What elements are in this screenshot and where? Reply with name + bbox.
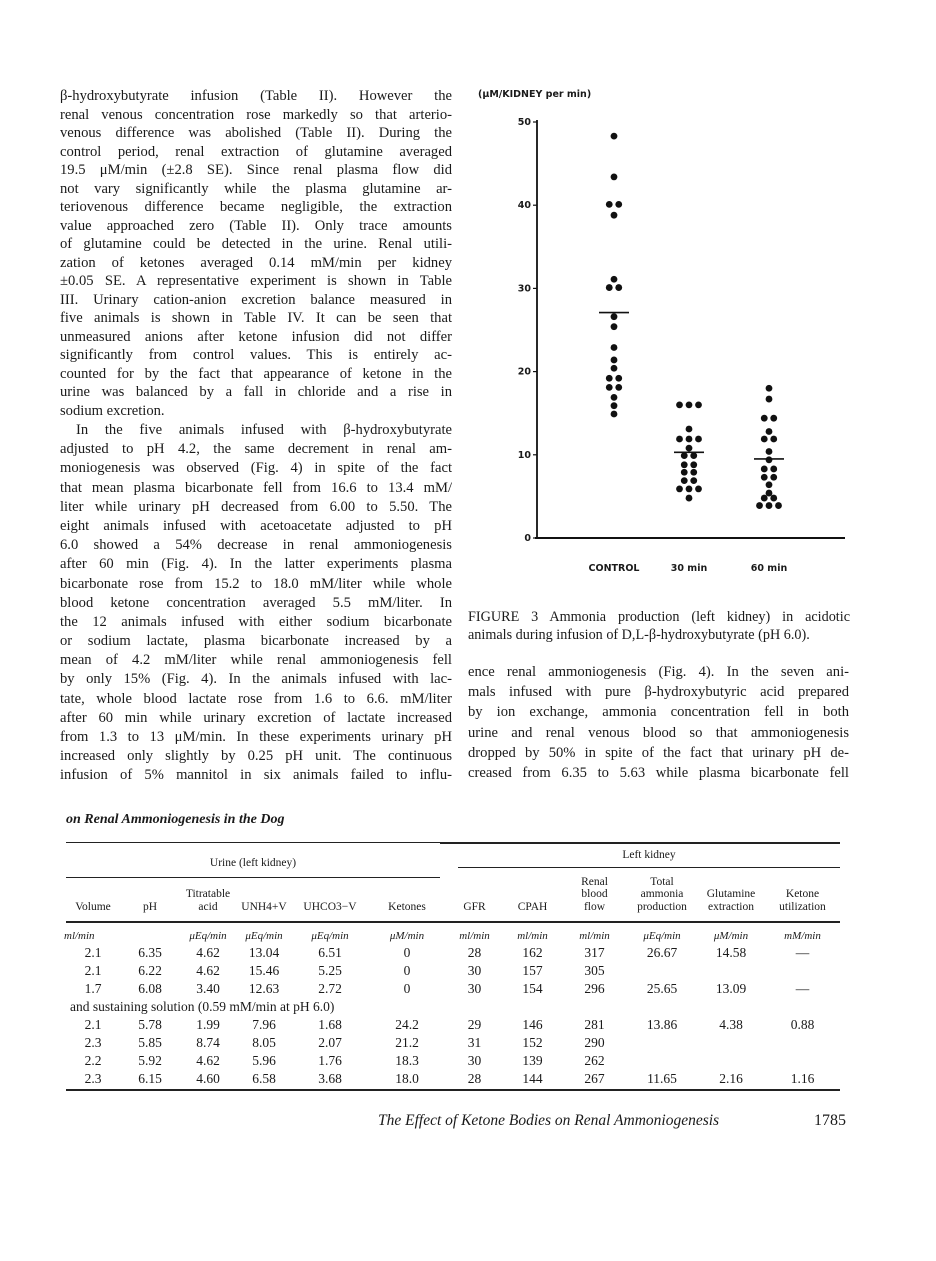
column-header: pH	[142, 900, 158, 913]
text-line: control period, renal extraction of glutamine averaged	[60, 143, 452, 160]
data-point	[766, 448, 773, 455]
data-point	[695, 486, 702, 493]
table-cell: 6.08	[138, 981, 162, 996]
data-point	[611, 212, 618, 219]
data-point	[770, 474, 777, 481]
data-point	[761, 436, 768, 443]
text-line: from 1.3 to 13 μM/min. In these experiments urinary pH	[60, 729, 452, 745]
text-line: value approached zero (Table II). Only trace amounts	[60, 217, 452, 234]
text-line: adjusted to pH 4.2, the same decrement in renal am-	[60, 441, 452, 458]
data-point	[690, 461, 697, 468]
column-unit: μEq/min	[245, 930, 283, 942]
table-cell: 1.16	[790, 1071, 815, 1086]
left-column-paragraph-1	[60, 87, 452, 420]
data-point	[756, 502, 763, 509]
x-category-label: CONTROL	[588, 563, 640, 574]
data-point	[676, 401, 683, 408]
data-point	[615, 375, 622, 382]
column-header: Volume	[75, 900, 111, 913]
table-cell: 144	[522, 1071, 543, 1086]
data-point	[686, 445, 693, 452]
column-unit: ml/min	[459, 930, 490, 942]
table-cell: —	[795, 981, 810, 996]
table-cell: 2.72	[318, 981, 342, 996]
data-point	[611, 365, 618, 372]
column-header: utilization	[779, 900, 826, 913]
table-cell: 6.15	[138, 1071, 162, 1086]
data-point	[611, 357, 618, 364]
data-point	[606, 201, 613, 208]
text-line: infusion of 5% mannitol in six animals failed to influ-	[60, 767, 452, 784]
data-point	[611, 276, 618, 283]
text-line: counted for by the fact that appearance of ketone in the	[60, 365, 452, 382]
text-line: venous difference was abolished (Table II). During the	[60, 125, 452, 141]
column-header: flow	[583, 900, 606, 913]
text-line: animals during infusion of D,L-β-hydroxybutyrate (pH 6.0).	[468, 626, 810, 643]
group-header-urine: Urine (left kidney)	[209, 857, 297, 869]
table-cell: 317	[584, 945, 605, 960]
data-point	[611, 402, 618, 409]
text-line: dropped by 50% in spite of the fact that urinary pH de-	[468, 744, 849, 761]
table-cell: 28	[467, 1071, 482, 1086]
x-category-label: 60 min	[750, 563, 788, 574]
table-cell: 4.62	[196, 963, 220, 978]
data-point	[695, 436, 702, 443]
table-cell: 6.51	[318, 945, 342, 960]
page-number: 1785	[814, 1112, 846, 1129]
column-header: Titratable	[185, 888, 231, 900]
table-cell: 18.0	[395, 1071, 419, 1086]
text-line: bicarbonate rose from 15.2 to 18.0 mM/liter while whole	[60, 575, 452, 592]
data-point	[611, 323, 618, 330]
column-header: ammonia	[640, 888, 684, 900]
table-top-rule-thick	[440, 842, 840, 844]
data-point	[690, 469, 697, 476]
column-header: Glutamine	[706, 888, 756, 900]
data-point	[766, 428, 773, 435]
table-cell: 0.88	[790, 1017, 815, 1032]
table-cell: 3.40	[196, 981, 220, 996]
data-point	[615, 201, 622, 208]
y-tick-label: 40	[517, 200, 531, 212]
table-cell: 0	[403, 963, 411, 978]
table-cell: 2.3	[84, 1035, 102, 1050]
data-point	[611, 411, 618, 418]
table-cell: 6.35	[138, 945, 162, 960]
column-unit: μM/min	[713, 930, 749, 942]
y-tick-label: 20	[517, 366, 531, 378]
table-cell: 14.58	[715, 945, 747, 960]
text-line: urine was balanced by a fall in chloride and a rise in	[60, 384, 452, 400]
data-point	[611, 133, 618, 140]
table-cell: 154	[522, 981, 543, 996]
text-line: ence renal ammoniogenesis (Fig. 4). In the seven ani-	[468, 664, 849, 680]
column-unit: μEq/min	[311, 930, 349, 942]
group-rule-urine	[66, 877, 440, 878]
column-header: CPAH	[517, 900, 548, 913]
table-cell: 2.3	[84, 1071, 102, 1086]
column-unit: mM/min	[784, 930, 821, 942]
table-cell: 24.2	[395, 1017, 419, 1032]
data-point	[766, 456, 773, 463]
text-line: β-hydroxybutyrate infusion (Table II). However the	[60, 88, 452, 104]
data-point	[770, 415, 777, 422]
data-point	[695, 401, 702, 408]
text-line: moniogenesis was observed (Fig. 4) in spite of the fact	[60, 460, 452, 477]
table-cell: 5.85	[138, 1035, 162, 1050]
column-header: extraction	[708, 900, 754, 913]
data-point	[761, 474, 768, 481]
data-point	[611, 313, 618, 320]
data-point	[690, 452, 697, 459]
table-cell: 2.1	[84, 945, 102, 960]
text-line: unmeasured anions after ketone infusion did not differ	[60, 328, 452, 345]
data-point	[761, 466, 768, 473]
table-cell: 152	[522, 1035, 543, 1050]
table-cell: 1.7	[84, 981, 102, 996]
column-header: production	[637, 900, 687, 913]
running-title: The Effect of Ketone Bodies on Renal Ammoniogenesis	[378, 1112, 720, 1129]
text-line: five animals is shown in Table IV. It can be seen that	[60, 310, 452, 326]
data-point	[775, 502, 782, 509]
table-cell: 2.07	[318, 1035, 342, 1050]
table-cell: 8.05	[252, 1035, 276, 1050]
header-rule	[66, 921, 840, 923]
table-cell: 2.1	[84, 1017, 102, 1032]
table-cell: 4.38	[719, 1017, 743, 1032]
table-cell: 6.58	[252, 1071, 276, 1086]
table-cell: 4.62	[196, 945, 220, 960]
table-cell: 2.16	[719, 1071, 743, 1086]
data-point	[681, 452, 688, 459]
table-cell: 4.62	[196, 1053, 220, 1068]
table-cell: 0	[403, 981, 411, 996]
table-cell: 1.76	[318, 1053, 342, 1068]
column-unit: μEq/min	[189, 930, 227, 942]
text-line: creased from 6.35 to 5.63 while plasma bicarbonate fell	[468, 764, 849, 781]
column-unit: ml/min	[64, 930, 95, 942]
text-line: significantly from control values. This is entirely ac-	[60, 347, 452, 363]
table-cell: 0	[403, 945, 411, 960]
column-unit: μEq/min	[643, 930, 681, 942]
data-point	[611, 344, 618, 351]
text-line: or sodium lactate, plasma bicarbonate increased by a	[60, 633, 452, 650]
table-cell: 296	[584, 981, 605, 996]
text-line: tate, whole blood lactate rose from 1.6 to 6.6. mM/liter	[60, 690, 452, 707]
column-header: Ketones	[388, 900, 426, 913]
data-point	[690, 477, 697, 484]
data-point	[686, 495, 693, 502]
column-unit: ml/min	[517, 930, 548, 942]
text-line: not vary significantly while the plasma glutamine ar-	[60, 180, 452, 197]
column-unit: ml/min	[579, 930, 610, 942]
data-point	[676, 436, 683, 443]
text-line: after 60 min while urinary excretion of lactate increased	[60, 709, 452, 726]
figure-3-scatter-chart	[470, 80, 855, 580]
column-header: blood	[581, 888, 608, 900]
table-bottom-rule	[66, 1089, 840, 1091]
column-unit: μM/min	[389, 930, 425, 942]
data-point	[770, 466, 777, 473]
text-line: sodium excretion.	[60, 402, 165, 419]
data-point	[676, 486, 683, 493]
data-point	[761, 495, 768, 502]
table-cell: 1.68	[318, 1017, 342, 1032]
data-point	[681, 477, 688, 484]
table-cell: 262	[584, 1053, 605, 1068]
text-line: mean of 4.2 mM/liter while renal ammoniogenesis fell	[60, 652, 452, 669]
data-point	[770, 495, 777, 502]
text-line: of glutamine could be detected in the urine. Renal utili-	[60, 236, 452, 252]
table-cell: 5.25	[318, 963, 342, 978]
data-point	[681, 469, 688, 476]
data-point	[686, 436, 693, 443]
table-cell: 21.2	[395, 1035, 419, 1050]
data-point	[606, 284, 613, 291]
table-cell: 6.22	[138, 963, 162, 978]
y-tick-label: 0	[524, 533, 531, 544]
table-cell: —	[795, 945, 810, 960]
data-point	[686, 426, 693, 433]
table-cell: 267	[584, 1071, 605, 1086]
table-title: on Renal Ammoniogenesis in the Dog	[66, 812, 285, 827]
text-line: urine and renal venous blood so that ammoniogenesis	[468, 724, 849, 741]
text-line: after 60 min (Fig. 4). In the latter experiments plasma	[60, 556, 452, 573]
figure-caption	[468, 609, 850, 644]
table-cell: 290	[584, 1035, 605, 1050]
table-cell: 2.2	[84, 1053, 102, 1068]
column-header: Renal	[581, 875, 608, 888]
table-cell: 8.74	[196, 1035, 220, 1050]
table-cell: 15.46	[248, 963, 280, 978]
data-point	[611, 394, 618, 401]
group-header-left-kidney: Left kidney	[622, 849, 676, 861]
data-point	[615, 384, 622, 391]
data-point	[766, 385, 773, 392]
table-cell: 29	[467, 1017, 482, 1032]
text-line: increased only slightly by 0.25 pH unit. The continuous	[60, 748, 452, 765]
table-cell: 25.65	[646, 981, 678, 996]
table-cell: 5.96	[252, 1053, 276, 1068]
y-tick-label: 10	[517, 449, 531, 461]
text-line: zation of ketones averaged 0.14 mM/min per kidney	[60, 254, 452, 271]
text-line: eight animals infused with acetoacetate adjusted to pH	[60, 517, 452, 534]
text-line: FIGURE 3 Ammonia production (left kidney) in acidotic	[468, 609, 850, 625]
text-line: In the five animals infused with β-hydroxybutyrate	[76, 422, 452, 438]
data-point	[761, 415, 768, 422]
table-cell: 13.86	[646, 1017, 678, 1032]
text-line: blood ketone concentration averaged 5.5 mM/liter. In	[60, 594, 452, 611]
table-cell: 2.1	[84, 963, 102, 978]
table-cell: 157	[522, 963, 543, 978]
right-column-paragraph	[468, 662, 849, 783]
table-cell: 30	[467, 963, 482, 978]
table-cell: 1.99	[196, 1017, 220, 1032]
data-point	[615, 284, 622, 291]
column-header: acid	[198, 900, 218, 913]
text-line: III. Urinary cation-anion excretion balance measured in	[60, 291, 452, 308]
table-cell: 13.04	[248, 945, 280, 960]
column-header: Ketone	[785, 888, 820, 900]
table-cell: 13.09	[715, 981, 747, 996]
table-cell: 3.68	[318, 1071, 342, 1086]
text-line: that mean plasma bicarbonate fell from 16.6 to 13.4 mM/	[60, 479, 452, 496]
data-point	[681, 461, 688, 468]
data-point	[770, 436, 777, 443]
x-category-label: 30 min	[670, 563, 708, 574]
table-cell: 305	[584, 963, 605, 978]
y-tick-label: 30	[517, 283, 531, 295]
column-header: UHCO3−V	[303, 900, 357, 913]
data-point	[766, 396, 773, 403]
text-line: by only 15% (Fig. 4). In the animals infused with lac-	[60, 671, 452, 688]
data-point	[766, 481, 773, 488]
table-cell: 28	[467, 945, 482, 960]
text-line: teriovenous difference became negligible, the extraction	[60, 199, 452, 215]
data-point	[686, 401, 693, 408]
table-cell: 11.65	[647, 1071, 677, 1086]
table-cell: 26.67	[646, 945, 678, 960]
y-axis-label: (μM/KIDNEY per min)	[478, 89, 592, 100]
table-note-row: and sustaining solution (0.59 mM/min at pH 6.0)	[70, 999, 335, 1014]
group-rule-kidney	[458, 867, 840, 868]
table-cell: 146	[522, 1017, 543, 1032]
column-header: GFR	[463, 900, 486, 913]
left-column-paragraph-2	[60, 421, 452, 786]
table-cell: 12.63	[248, 981, 280, 996]
text-line: renal venous concentration rose markedly so that arterio-	[60, 106, 452, 123]
table-cell: 4.60	[196, 1071, 220, 1086]
table-cell: 281	[584, 1017, 605, 1032]
text-line: 6.0 showed a 54% decrease in renal ammoniogenesis	[60, 537, 452, 554]
data-point	[766, 502, 773, 509]
table-cell: 5.78	[138, 1017, 162, 1032]
text-line: liter while urinary pH decreased from 6.00 to 5.50. The	[60, 498, 452, 515]
table-cell: 5.92	[138, 1053, 162, 1068]
text-line: the 12 animals infused with either sodium bicarbonate	[60, 613, 452, 630]
text-line: mals infused with pure β-hydroxybutyric acid prepared	[468, 684, 849, 701]
table-cell: 162	[522, 945, 543, 960]
column-header: Total	[650, 875, 674, 888]
data-point	[686, 486, 693, 493]
table-cell: 7.96	[252, 1017, 276, 1032]
table-cell: 139	[522, 1053, 543, 1068]
text-line: 19.5 μM/min (±2.8 SE). Since renal plasma flow did	[60, 162, 452, 178]
y-tick-label: 50	[517, 117, 531, 128]
text-line: by ion exchange, ammonia concentration fell in both	[468, 704, 849, 721]
data-point	[606, 375, 613, 382]
data-point	[611, 174, 618, 181]
column-header: UNH4+V	[241, 900, 287, 913]
text-line: ±0.05 SE. A representative experiment is shown in Table	[60, 273, 452, 289]
table-cell: 31	[467, 1035, 482, 1050]
table-cell: 18.3	[395, 1053, 419, 1068]
table-cell: 30	[467, 981, 482, 996]
data-point	[606, 384, 613, 391]
data-point	[766, 490, 773, 497]
table-cell: 30	[467, 1053, 482, 1068]
